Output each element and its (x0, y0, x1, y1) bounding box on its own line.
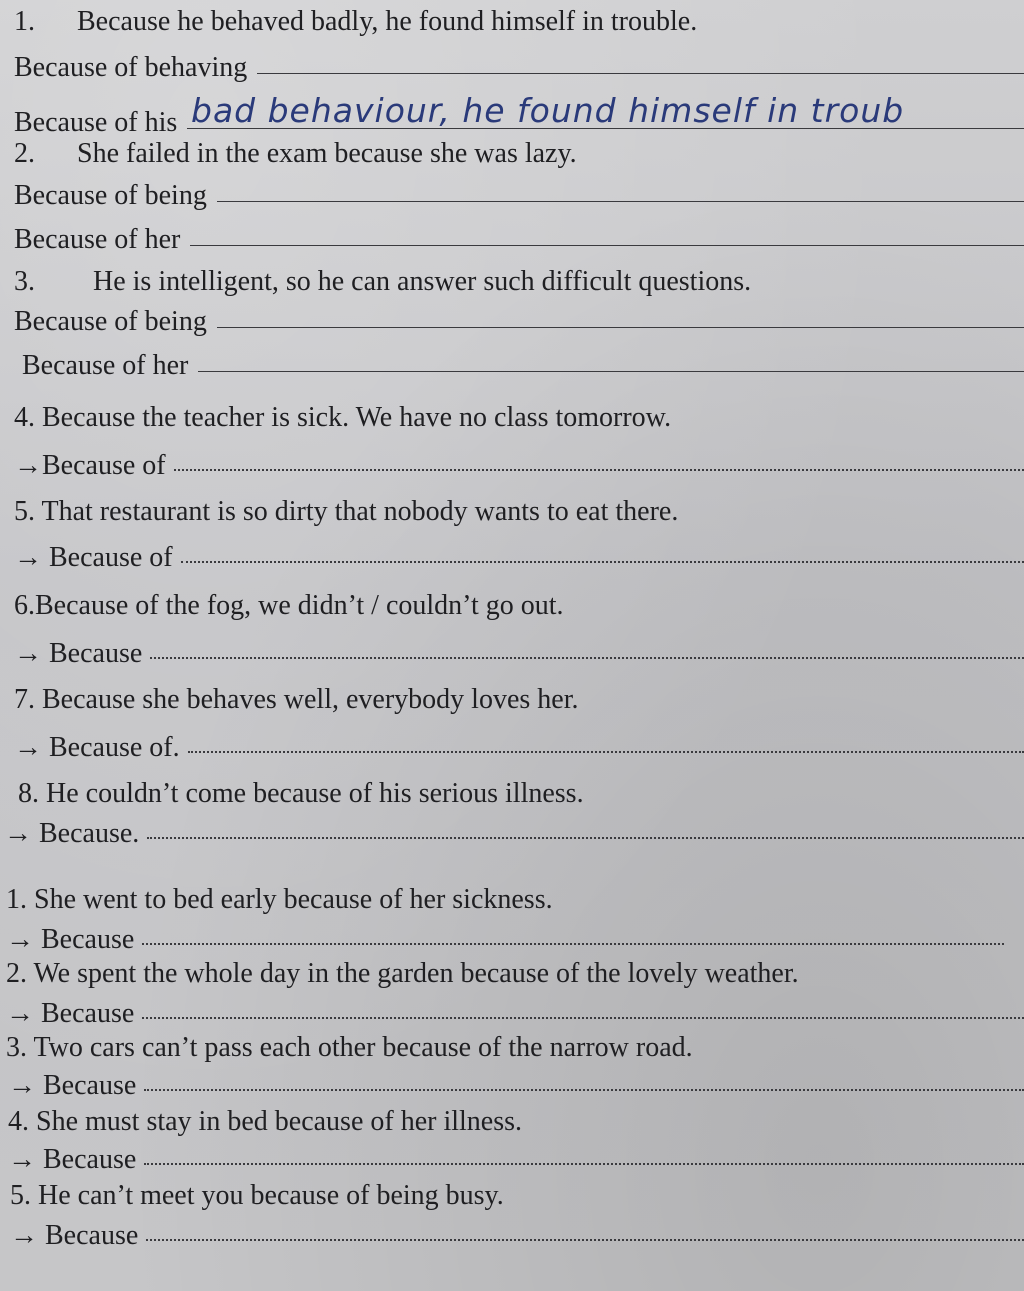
section2-question-5 (10, 1182, 1024, 1210)
section2-question-2 (6, 960, 1024, 988)
section2-question-5-prompt (10, 1222, 1024, 1250)
question-8-prompt (4, 820, 1024, 848)
prompt-label: Because of his (14, 107, 178, 138)
question-4 (14, 404, 1024, 432)
question-1-number: 1. (14, 6, 35, 37)
handwriting-svg (187, 80, 1007, 140)
question-6 (14, 592, 1024, 620)
prompt-label: → Because (6, 924, 135, 955)
question-2-sentence: She failed in the exam because she was lazy. (77, 138, 577, 169)
section2-question-1 (6, 886, 1024, 914)
answer-blank[interactable] (217, 201, 1024, 202)
answer-blank[interactable] (147, 837, 1024, 839)
question-5-prompt (14, 544, 1024, 572)
question-8-sentence: 8. He couldn’t come because of his serious illness. (18, 778, 584, 809)
answer-blank[interactable] (146, 1239, 1024, 1241)
question-2-prompt-b (14, 226, 1024, 254)
answer-blank[interactable] (142, 1017, 1024, 1019)
section2-question-4-sentence: 4. She must stay in bed because of her illness. (8, 1106, 523, 1137)
prompt-label: → Because (14, 638, 143, 669)
section2-question-3 (6, 1034, 1024, 1062)
answer-blank[interactable] (198, 371, 1024, 372)
prompt-label: Because of her (14, 224, 181, 255)
question-1-sentence: Because he behaved badly, he found himself in trouble. (77, 6, 698, 37)
answer-blank[interactable] (174, 469, 1024, 471)
prompt-label: Because of being (14, 306, 207, 337)
prompt-label: → Because. (4, 818, 140, 849)
prompt-label: → Because (10, 1220, 139, 1251)
question-6-sentence: 6.Because of the fog, we didn’t / couldn’t go out. (14, 590, 564, 621)
answer-blank[interactable] (188, 751, 1024, 753)
prompt-label: →Because of (14, 450, 166, 481)
question-3-prompt-a (14, 308, 1024, 336)
handwritten-answer-text: bad behaviour, he found himself in troub (191, 91, 905, 130)
answer-blank[interactable] (190, 245, 1024, 246)
question-5 (14, 498, 1024, 526)
question-3-number: 3. (14, 266, 35, 297)
prompt-label: → Because (6, 998, 135, 1029)
question-8 (18, 780, 1024, 808)
answer-blank[interactable] (142, 943, 1004, 945)
section2-question-3-sentence: 3. Two cars can’t pass each other because of the narrow road. (6, 1032, 693, 1063)
question-5-sentence: 5. That restaurant is so dirty that nobody wants to eat there. (14, 496, 679, 527)
prompt-label: → Because of (14, 542, 173, 573)
section2-question-3-prompt (8, 1072, 1024, 1100)
question-7-sentence: 7. Because she behaves well, everybody loves her. (14, 684, 579, 715)
answer-blank[interactable] (144, 1163, 1024, 1165)
answer-blank[interactable] (257, 73, 1024, 74)
section2-question-1-prompt (6, 926, 1004, 954)
answer-blank[interactable] (150, 657, 1024, 659)
handwritten-answer[interactable] (187, 91, 1024, 130)
question-3-prompt-b (22, 352, 1024, 380)
question-3 (14, 268, 1024, 296)
question-4-sentence: 4. Because the teacher is sick. We have no class tomorrow. (14, 402, 672, 433)
section2-question-4 (8, 1108, 1024, 1136)
question-7 (14, 686, 1024, 714)
question-7-prompt (14, 734, 1024, 762)
question-1 (14, 8, 1024, 36)
question-1-prompt-a (14, 54, 1024, 82)
question-6-prompt (14, 640, 1024, 668)
answer-blank[interactable] (144, 1089, 1024, 1091)
question-3-sentence: He is intelligent, so he can answer such difficult questions. (93, 266, 752, 297)
section2-question-4-prompt (8, 1146, 1024, 1174)
question-4-prompt (14, 452, 1024, 480)
section2-question-2-prompt (6, 1000, 1024, 1028)
prompt-label: → Because (8, 1144, 137, 1175)
question-2-prompt-a (14, 182, 1024, 210)
question-1-prompt-b (14, 91, 1024, 138)
section2-question-2-sentence: 2. We spent the whole day in the garden because of the lovely weather. (6, 958, 799, 989)
answer-blank[interactable] (181, 561, 1024, 563)
prompt-label: Because of being (14, 180, 207, 211)
prompt-label: Because of her (22, 350, 189, 381)
prompt-label: → Because of. (14, 732, 180, 763)
prompt-label: → Because (8, 1070, 137, 1101)
section2-question-5-sentence: 5. He can’t meet you because of being busy. (10, 1180, 504, 1211)
section2-question-1-sentence: 1. She went to bed early because of her sickness. (6, 884, 553, 915)
question-2-number: 2. (14, 138, 35, 169)
answer-blank[interactable] (217, 327, 1024, 328)
question-2 (14, 140, 1024, 168)
prompt-label: Because of behaving (14, 52, 248, 83)
